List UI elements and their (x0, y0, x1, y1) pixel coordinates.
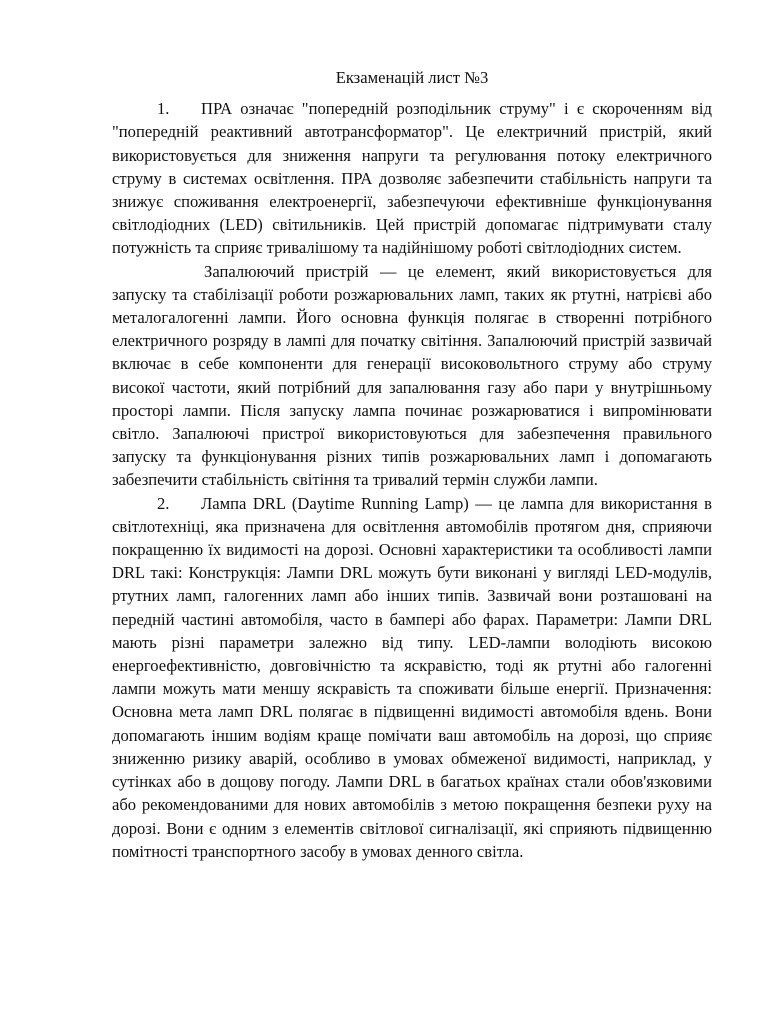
item-1-paragraph (112, 97, 712, 259)
item-2-number: 2. (157, 493, 170, 513)
item-1-number: 1. (157, 99, 170, 119)
item-1-paragraph-2: Запалюючий пристрій — це елемент, який використовується для запуску та стабілізації роботи розжарювальних ламп, таких як ртутні, натрієві або металогалогенні лампи. Його основна функція полягає в створенні потрібного електричного розряду в лампі для початку світіння. Запалюючий пристрій зазвичай включає в себе компоненти для генерації високовольтного струму або струму високої частоти, який потрібний для запалювання газу або пари у внутрішньому просторі лампи. Після запуску лампа починає розжарюватися і випромінювати світло. Запалюючі пристрої використовуються для забезпечення правильного запуску та функціонування різних типів розжарювальних ламп і допомагають забезпечити стабільність світіння та тривалий термін служби лампи. (112, 261, 712, 490)
item-1-text: ПРА означає "попередній розподільник струму" і є скороченням від "попередній реактивний автотрансформатор". Це електричний пристрій, який використовується для зниження напруги та регулювання потоку електричного струму в системах освітлення. ПРА дозволяє забезпечити стабільність напруги та знижує споживання електроенергії, забезпечуючи ефективніше функціонування світлодіодних (LED) світильників. Цей пристрій допомагає підтримувати сталу потужність та сприяє тривалішому та надійнішому роботі світлодіодних систем. (112, 99, 712, 258)
document-page (112, 66, 712, 863)
item-2-text: Лампа DRL (Daytime Running Lamp) — це лампа для використання в світлотехніці, яка призначена для освітлення автомобілів протягом дня, сприяючи покращенню їх видимості на дорозі. Основні характеристики та особливості лампи DRL такі: Конструкція: Лампи DRL можуть бути виконані у вигляді LED-модулів, ртутних ламп, галогенних ламп або інших типів. Зазвичай вони розташовані на передній частині автомобіля, часто в бампері або фарах. Параметри: Лампи DRL мають різні параметри залежно від типу. LED-лампи володіють високою енергоефективністю, довговічністю та яскравістю, тоді як ртутні або галогенні лампи можуть мати меншу яскравість та споживати більше енергії. Призначення: Основна мета ламп DRL полягає в підвищенні видимості автомобіля вдень. Вони допомагають іншим водіям краще помічати ваш автомобіль на дорозі, що сприяє зниженню ризику аварій, особливо в умовах обмеженої видимості, наприклад, у сутінках або в дощову погоду. Лампи DRL в багатьох країнах стали обов'язковими або рекомендованими для нових автомобілів з метою покращення безпеки руху на дорозі. Вони є одним з елементів світлової сигналізації, які сприяють підвищенню помітності транспортного засобу в умовах денного світла. (112, 493, 712, 861)
item-2-paragraph (112, 492, 712, 863)
document-title: Екзаменацій лист №3 (335, 68, 489, 87)
